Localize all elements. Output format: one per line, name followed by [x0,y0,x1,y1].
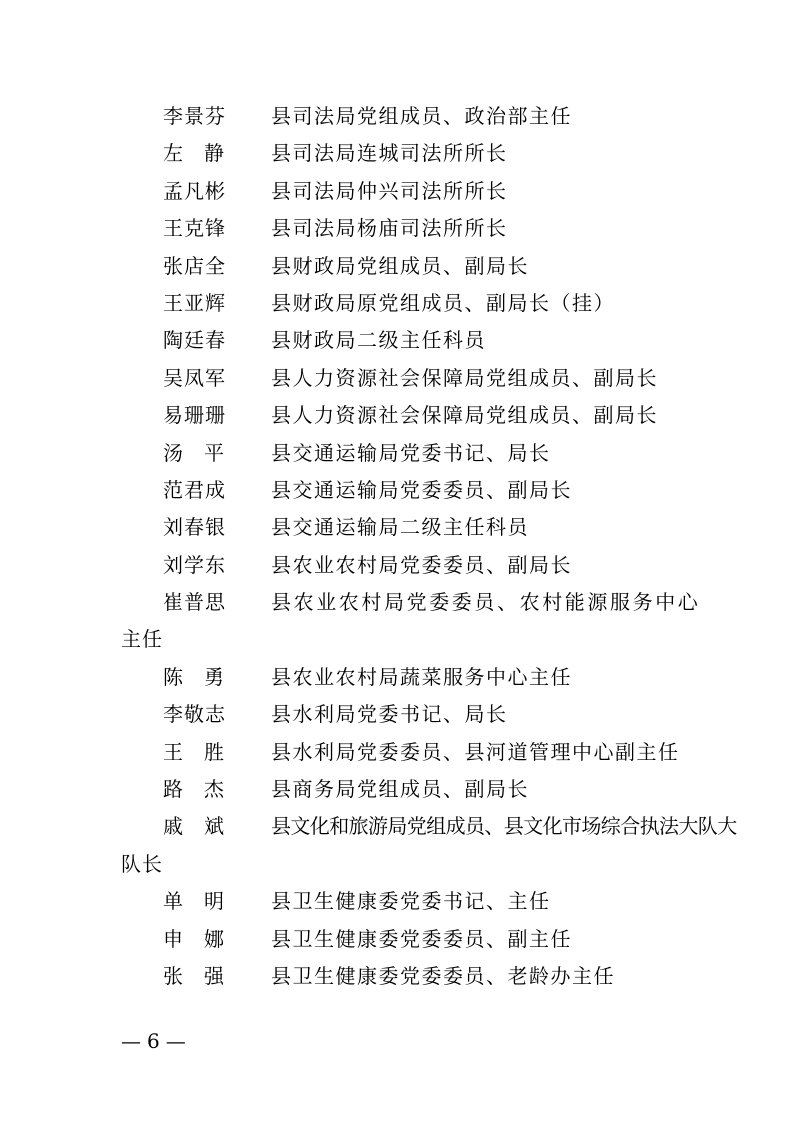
person-name: 申娜 [163,926,245,951]
list-item [0,397,793,434]
person-name: 王亚辉 [163,290,226,315]
person-name: 单明 [163,889,245,914]
person-title: 县人力资源社会保障局党组成员、副局长 [271,403,658,428]
person-title: 县农业农村局党委委员、副局长 [271,552,572,577]
footer-dash-right: — [165,1029,186,1053]
list-item [0,921,793,958]
person-title-continuation: 主任 [121,627,163,652]
person-name: 刘学东 [163,552,226,577]
person-title: 县水利局党委书记、局长 [271,702,508,727]
person-title: 县文化和旅游局党组成员、县文化市场综合执法大队大 [271,814,737,839]
list-item [0,734,793,771]
person-title: 县司法局党组成员、政治部主任 [271,104,572,128]
person-name: 刘春银 [163,515,226,540]
person-name: 王胜 [163,739,245,764]
person-title: 县财政局二级主任科员 [271,328,486,353]
personnel-list [0,98,793,995]
person-title: 县商务局党组成员、副局长 [271,777,529,802]
list-item [0,659,793,696]
list-item [0,547,793,584]
person-title: 县农业农村局党委委员、农村能源服务中心 [271,590,701,615]
person-title: 县交通运输局党委委员、副局长 [271,477,572,502]
list-item [0,771,793,808]
person-title: 县交通运输局二级主任科员 [271,515,529,540]
person-title: 县交通运输局党委书记、局长 [271,440,551,465]
person-name: 王克锋 [163,216,226,241]
person-title: 县司法局连城司法所所长 [271,141,508,166]
person-name: 陶廷春 [163,328,226,353]
person-title: 县卫生健康委党委委员、副主任 [271,926,572,951]
person-title-continuation: 队长 [121,851,163,876]
list-item [0,98,793,135]
list-item [0,472,793,509]
list-item [0,173,793,210]
person-title: 县人力资源社会保障局党组成员、副局长 [271,365,658,390]
person-title: 县卫生健康委党委书记、主任 [271,889,551,914]
list-item [0,322,793,359]
list-item [0,360,793,397]
page-number: 6 [147,1029,160,1053]
person-name: 汤平 [163,440,245,465]
person-name: 张店全 [163,253,226,278]
page-footer [121,1026,186,1056]
list-item-continuation [0,846,793,883]
list-item [0,958,793,995]
person-name: 吴凤军 [163,365,226,390]
person-title: 县司法局杨庙司法所所长 [271,216,508,241]
person-name: 戚斌 [163,814,245,839]
person-name: 易珊珊 [163,403,226,428]
person-title: 县卫生健康委党委委员、老龄办主任 [271,963,615,988]
list-item [0,248,793,285]
person-title: 县财政局原党组成员、副局长（挂） [271,290,615,315]
person-name: 李景芬 [163,104,226,128]
person-name: 左静 [163,141,245,166]
person-title: 县司法局仲兴司法所所长 [271,178,508,203]
list-item [0,584,793,621]
list-item [0,435,793,472]
person-name: 陈勇 [163,664,245,689]
list-item [0,883,793,920]
list-item [0,210,793,247]
list-item-continuation [0,621,793,658]
person-name: 张强 [163,963,245,988]
list-item [0,135,793,172]
person-title: 县水利局党委委员、县河道管理中心副主任 [271,739,680,764]
person-name: 孟凡彬 [163,178,226,203]
footer-dash-left: — [121,1029,141,1053]
person-name: 范君成 [163,477,226,502]
person-name: 路杰 [163,777,245,802]
person-name: 李敬志 [163,702,226,727]
list-item [0,808,793,845]
person-name: 崔普思 [163,590,226,615]
person-title: 县财政局党组成员、副局长 [271,253,529,278]
list-item [0,509,793,546]
list-item [0,285,793,322]
person-title: 县农业农村局蔬菜服务中心主任 [271,664,572,689]
list-item [0,696,793,733]
